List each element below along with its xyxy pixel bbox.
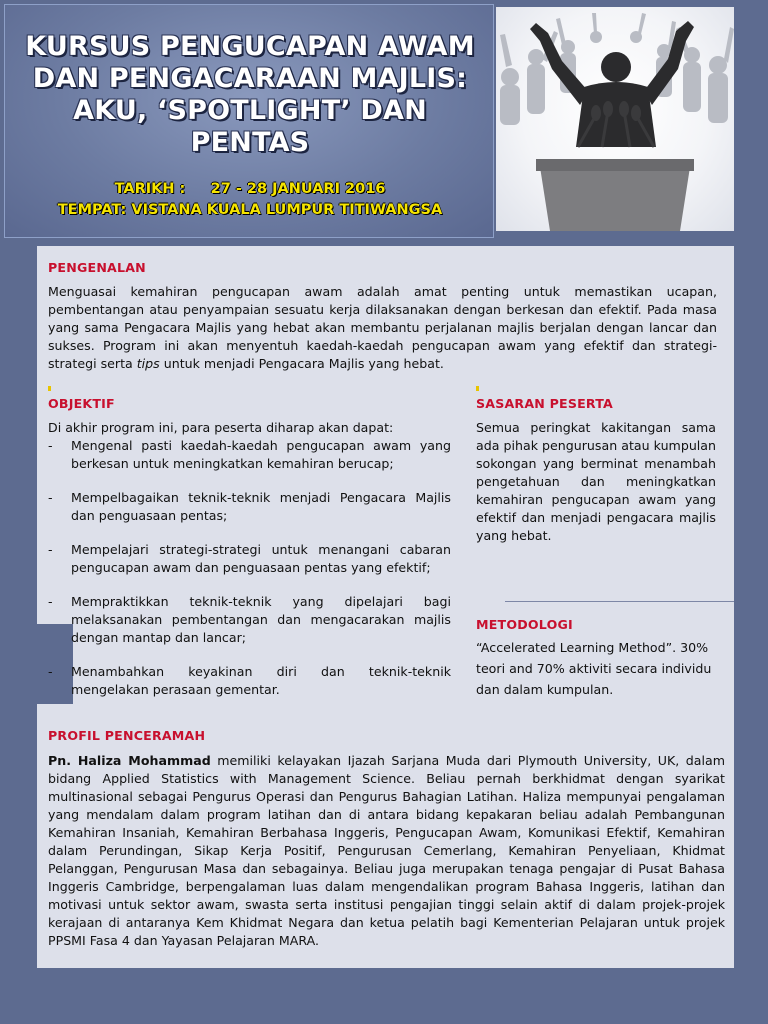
- list-item: - Mempelbagaikan teknik-teknik menjadi Pengacara Majlis dan penguasaan pentas;: [48, 489, 451, 525]
- list-item: - Menambahkan keyakinan diri dan teknik-teknik mengelakan perasaan gementar.: [48, 663, 451, 699]
- section-sasaran: [476, 395, 716, 545]
- title-line: AKU, ‘SPOTLIGHT’ DAN: [73, 95, 427, 126]
- list-item: - Mempraktikkan teknik-teknik yang dipelajari bagi melaksanakan pembentangan dan mengacarakan majlis dengan mantap dan lancar;: [48, 593, 451, 647]
- section-title: OBJEKTIF: [48, 396, 115, 411]
- section-title: SASARAN PESERTA: [476, 396, 613, 411]
- header-banner: [4, 4, 494, 238]
- event-venue: TEMPAT: VISTANA KUALA LUMPUR TITIWANGSA: [57, 202, 443, 218]
- speaker-podium-icon: [496, 7, 734, 231]
- marker-icon: [476, 386, 479, 391]
- title-line: DAN PENGACARAAN MAJLIS:: [32, 63, 468, 94]
- title-line: KURSUS PENGUCAPAN AWAM: [25, 31, 475, 62]
- body-text: untuk menjadi Pengacara Majlis yang hebat.: [159, 356, 444, 371]
- marker-icon: [48, 386, 51, 391]
- title-line: PENTAS: [190, 127, 310, 158]
- content-panel: [37, 246, 734, 968]
- section-body: [48, 752, 725, 950]
- speaker-name: Pn. Haliza Mohammad: [48, 753, 211, 768]
- objective-list: [48, 437, 451, 699]
- section-body: Semua peringkat kakitangan sama ada pihak pengurusan atau kumpulan sokongan yang berminat menambah pengetahuan dan meningkatkan kemahiran pengucapan awam yang efektif dan menjadi pengacara majlis yang hebat.: [476, 420, 716, 543]
- event-date: TARIKH : 27 - 28 JANUARI 2016: [114, 181, 386, 197]
- section-body: “Accelerated Learning Method”. 30% teori and 70% aktiviti secara individu dan dalam kumpulan.: [476, 640, 712, 697]
- section-divider: [505, 601, 734, 602]
- body-text: Menguasai kemahiran pengucapan awam adalah amat penting untuk memastikan ucapan, pembentangan atau penyampaian sesuatu kerja dilaksanakan dengan berkesan dan efektif. Pada masa yang sama Pengacara Majlis yang hebat akan membantu perjalanan majlis berjalan dengan lancar dan sukses. Program ini akan menyentuh kaedah-kaedah pengucapan awam yang efektif dan strategi-strategi serta: [48, 284, 717, 371]
- list-item: - Mengenal pasti kaedah-kaedah pengucapan awam yang berkesan untuk meningkatkan kemahiran berucap;: [48, 437, 451, 473]
- body-emphasis: tips: [136, 356, 160, 371]
- body-text: memiliki kelayakan Ijazah Sarjana Muda dari Plymouth University, UK, dalam bidang Applied Statistics with Management Science. Beliau pernah berkhidmat dengan syarikat multinasional sebagai Pengurus Operasi dan Pengurus Bahagian Latihan. Haliza mempunyai pengalaman yang mendalam dalam program latihan dan di antara bidang kepakaran beliau adalah Pembangunan Kemahiran Insaniah, Kemahiran Berbahasa Inggeris, Pengucapan Awam, Komunikasi Efektif, Kemahiran dalam Perundingan, Sikap Kerja Positif, Pengurusan Cemerlang, Kemahiran Penyeliaan, Khidmat Pelanggan, Pengurusan Masa dan sebagainya. Beliau juga merupakan tenaga pengajar di Pusat Bahasa Inggeris Cambridge, berpengalaman luas dalam mengendalikan program Bahasa Inggeris, latihan dan motivasi untuk sektor awam, swasta serta institusi pengajian tinggi selain aktif di dalam projek-projek kerajaan di antaranya Kem Khidmat Negara dan ketua pelatih bagi Kementerian Pelajaran untuk projek PPSMI Fasa 4 dan Yayasan Pelajaran MARA.: [48, 753, 725, 948]
- section-objektif: [48, 395, 451, 715]
- page-title: [5, 31, 495, 159]
- section-body: [48, 283, 717, 373]
- section-title: PENGENALAN: [48, 260, 146, 275]
- list-item: - Mempelajari strategi-strategi untuk menangani cabaran pengucapan awam dan penguasaan pentas yang efektif;: [48, 541, 451, 577]
- section-title: METODOLOGI: [476, 617, 573, 632]
- section-metodologi: [476, 614, 716, 700]
- section-title: PROFIL PENCERAMAH: [48, 728, 206, 743]
- section-pengenalan: [48, 259, 717, 373]
- section-profil: [48, 727, 725, 950]
- section-intro: Di akhir program ini, para peserta diharap akan dapat:: [48, 420, 394, 435]
- speaker-silhouette-image: [496, 7, 734, 231]
